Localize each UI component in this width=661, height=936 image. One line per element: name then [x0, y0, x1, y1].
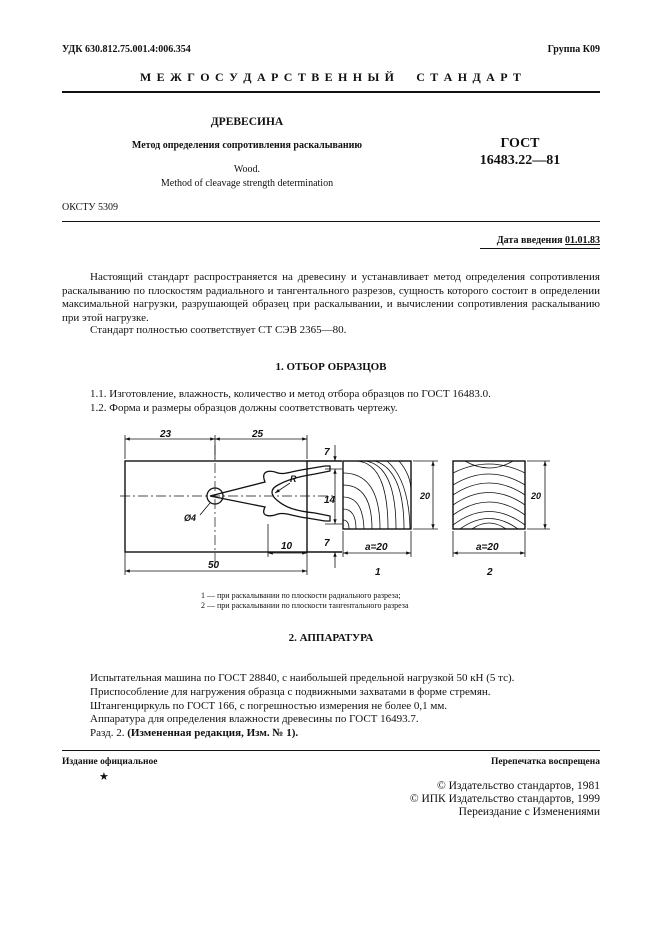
group-code: Группа К09	[547, 44, 600, 55]
section-1-item-2: 1.2. Форма и размеры образцов должны соответствовать чертежу.	[90, 402, 398, 414]
intro-date	[497, 235, 600, 246]
dim-23: 23	[160, 429, 172, 440]
doc-title: ДРЕВЕСИНА	[210, 116, 284, 128]
copyright-1981: © Издательство стандартов, 1981	[436, 780, 600, 792]
oksty-code: ОКСТУ 5309	[62, 202, 119, 213]
dim-radius: R	[290, 474, 297, 484]
dim-50: 50	[208, 560, 220, 571]
section-1-title: 1. ОТБОР ОБРАЗЦОВ	[275, 361, 387, 373]
dim-phi-4: Ø4	[184, 513, 197, 523]
gost-number: 16483.22—81	[479, 153, 561, 168]
copyright-1999: © ИПК Издательство стандартов, 1999	[409, 793, 600, 805]
amendment-note: (Измененная редакция, Изм. № 1).	[127, 727, 299, 739]
gost-label: ГОСТ	[500, 136, 540, 151]
legend-2: 2 — при раскалывании по плоскости тангентального разреза	[201, 601, 409, 610]
star-mark: ★	[99, 771, 109, 783]
figure-label-1: 1	[375, 567, 381, 578]
title-rule	[62, 221, 600, 222]
footer-rule	[62, 750, 600, 751]
right-dimensions	[325, 445, 342, 568]
english-title-1: Wood.	[233, 164, 261, 175]
standard-banner: М Е Ж Г О С У Д А Р С Т В Е Н Н Ы Й С Т А Н Д А Р Т	[139, 70, 523, 84]
section-2-amendment	[90, 727, 298, 741]
intro-paragraph: Настоящий стандарт распространяется на древесину и устанавливает метод определения сопротивления раскалыванию по плоскостям радиального и тангентального разрезов, сущность которого состоит в определении максимальной нагрузки, разрушающей образец при раскалывании, и вычислении сопротивления раскалыванию при этой нагрузке.	[62, 271, 600, 324]
dim-a20-radial: a=20	[365, 542, 388, 553]
section-2-line-4: Аппаратура для определения влажности древесины по ГОСТ 16493.7.	[90, 713, 419, 725]
doc-subtitle: Метод определения сопротивления раскалыванию	[131, 140, 363, 151]
notch-outline	[210, 466, 330, 521]
specimen-outline	[125, 461, 307, 552]
amendment-prefix: Разд. 2.	[90, 727, 128, 739]
official-edition: Издание официальное	[62, 757, 158, 767]
intro-date-label: Дата введения	[496, 235, 563, 246]
dim-7-top: 7	[324, 447, 330, 458]
cross-section-tangential	[453, 461, 550, 557]
figure-label-2: 2	[487, 567, 493, 578]
dim-a20-tangential: a=20	[476, 542, 499, 553]
dim-7-bottom: 7	[324, 538, 330, 549]
dim-25: 25	[252, 429, 264, 440]
compliance-paragraph: Стандарт полностью соответствует СТ СЭВ 2365—80.	[90, 324, 347, 336]
section-2-title: 2. АППАРАТУРА	[288, 632, 374, 644]
dim-height-20-tangential: 20	[531, 491, 542, 501]
section-2-line-1: Испытательная машина по ГОСТ 28840, с наибольшей предельной нагрузкой 50 кН (5 тс).	[90, 672, 515, 684]
udk-code: УДК 630.812.75.001.4:006.354	[62, 44, 191, 55]
dim-height-20-radial: 20	[420, 491, 431, 501]
specimen-drawing	[110, 425, 560, 595]
date-underline	[480, 248, 600, 249]
dim-14: 14	[324, 495, 336, 506]
specimen-side-view	[120, 445, 342, 565]
section-2-line-3: Штангенциркуль по ГОСТ 166, с погрешностью измерения не более 0,1 мм.	[90, 700, 448, 712]
section-1-item-1: 1.1. Изготовление, влажность, количество и метод отбора образцов по ГОСТ 16483.0.	[90, 388, 491, 400]
section-2-line-2: Приспособление для нагружения образца с подвижными захватами в форме стремян.	[90, 686, 491, 698]
dim-10: 10	[281, 541, 293, 552]
reprint-prohibited: Перепечатка воспрещена	[490, 757, 600, 767]
header-rule	[62, 91, 600, 93]
cross-section-radial	[343, 461, 438, 557]
legend-1: 1 — при раскалывании по плоскости радиального разреза;	[201, 591, 401, 600]
intro-date-value: 01.01.83	[565, 235, 600, 246]
english-title-2: Method of cleavage strength determination	[160, 178, 334, 189]
reedition-note: Переиздание с Изменениями	[458, 806, 600, 818]
top-dimensions	[125, 435, 307, 459]
